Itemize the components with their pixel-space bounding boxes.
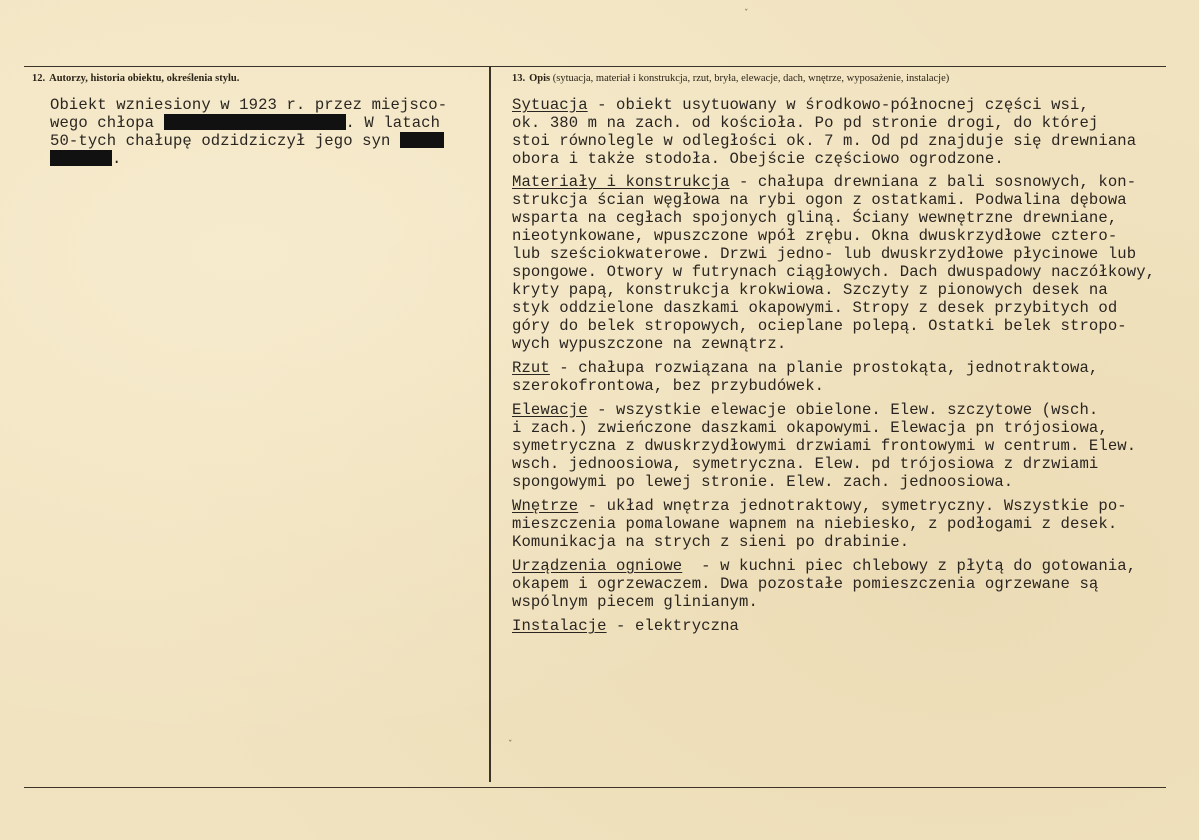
text-run: Obiekt wzniesiony w 1923 r. przez miejsco- bbox=[50, 96, 448, 114]
paper-mark: ˇ bbox=[744, 9, 749, 19]
section-number: 13. bbox=[512, 73, 526, 84]
section-12-header bbox=[32, 73, 239, 84]
text-run: - elektryczna bbox=[606, 617, 739, 635]
text-line: okapem i ogrzewaczem. Dwa pozostałe pomieszczenia ogrzewane są bbox=[512, 575, 1099, 593]
description-section bbox=[512, 557, 1155, 611]
text-run: - obiekt usytuowany w środkowo-północnej części wsi, bbox=[587, 96, 1089, 114]
text-line: styk oddzielone daszkami okapowymi. Stropy z desek przybitych od bbox=[512, 299, 1118, 317]
text-line bbox=[512, 401, 1155, 419]
section-13-header bbox=[512, 73, 949, 84]
text-line: wspólnym piecem glinianym. bbox=[512, 593, 758, 611]
description-section bbox=[512, 96, 1155, 168]
section-title: Opis bbox=[529, 73, 551, 84]
section-heading: Elewacje bbox=[512, 401, 588, 419]
text-line: góry do belek stropowych, ocieplane polepą. Ostatki belek stropo- bbox=[512, 317, 1127, 335]
text-line: nieotynkowane, wpuszczone wpół zrębu. Okna dwuskrzydłowe cztero- bbox=[512, 227, 1118, 245]
redaction-bar bbox=[50, 150, 112, 166]
text-line bbox=[512, 497, 1155, 515]
description-section bbox=[512, 359, 1155, 395]
text-line: strukcja ścian węgłowa na rybi ogon z ostatkami. Podwalina dębowa bbox=[512, 191, 1127, 209]
section-number: 12. bbox=[32, 73, 46, 84]
text-line: lub sześciokwaterowe. Drzwi jedno- lub dwuskrzydłowe płycinowe lub bbox=[512, 245, 1137, 263]
text-line bbox=[50, 150, 447, 168]
text-line bbox=[512, 617, 1155, 635]
text-line bbox=[50, 114, 447, 132]
text-line: kryty papą, konstrukcja krokwiowa. Szczyty z pionowych desek na bbox=[512, 281, 1108, 299]
text-line: obora i także stodoła. Obejście częściowo ogrodzone. bbox=[512, 150, 1004, 168]
text-run: - chałupa rozwiązana na planie prostokąta, jednotraktowa, bbox=[549, 359, 1099, 377]
redaction-bar bbox=[400, 132, 444, 148]
section-title: Autorzy, historia obiektu, określenia stylu. bbox=[49, 73, 240, 84]
text-run: - układ wnętrza jednotraktowy, symetryczny. Wszystkie po- bbox=[578, 497, 1127, 515]
section-heading: Rzut bbox=[512, 359, 550, 377]
text-line bbox=[512, 173, 1155, 191]
text-line bbox=[50, 132, 447, 150]
column-divider bbox=[489, 66, 491, 782]
text-run: . bbox=[112, 150, 122, 168]
text-line: i zach.) zwieńczone daszkami okapowymi. Elewacja pn trójosiowa, bbox=[512, 419, 1108, 437]
section-heading: Sytuacja bbox=[512, 96, 588, 114]
paper-mark: ˇ bbox=[508, 740, 513, 750]
history-text bbox=[50, 96, 447, 168]
text-run: - w kuchni piec chlebowy z płytą do gotowania, bbox=[682, 557, 1137, 575]
section-heading: Instalacje bbox=[512, 617, 607, 635]
text-line: wsparta na cegłach spojonych gliną. Ściany wewnętrzne drewniane, bbox=[512, 209, 1118, 227]
description-section bbox=[512, 173, 1155, 353]
text-run: - chałupa drewniana z bali sosnowych, kon- bbox=[729, 173, 1137, 191]
text-line: symetryczna z dwuskrzydłowymi drzwiami frontowymi w centrum. Elew. bbox=[512, 437, 1137, 455]
text-line: mieszczenia pomalowane wapnem na niebiesko, z podłogami z desek. bbox=[512, 515, 1118, 533]
text-line: wsch. jednoosiowa, symetryczna. Elew. pd trójosiowa z drzwiami bbox=[512, 455, 1099, 473]
description-section bbox=[512, 497, 1155, 551]
text-line: Komunikacja na strych z sieni po drabinie. bbox=[512, 533, 910, 551]
description-section bbox=[512, 617, 1155, 635]
text-run: 50-tych chałupę odzidziczył jego syn bbox=[50, 132, 400, 150]
text-line: stoi równolegle w odległości ok. 7 m. Od pd znajduje się drewniana bbox=[512, 132, 1137, 150]
text-line: spongowymi po lewej stronie. Elew. zach. jednoosiowa. bbox=[512, 473, 1014, 491]
text-line bbox=[512, 359, 1155, 377]
text-run: - wszystkie elewacje obielone. Elew. szczytowe (wsch. bbox=[587, 401, 1099, 419]
top-rule bbox=[24, 66, 1166, 67]
text-line bbox=[512, 557, 1155, 575]
section-heading: Wnętrze bbox=[512, 497, 579, 515]
text-line: wych wypuszczone na zewnątrz. bbox=[512, 335, 787, 353]
text-run: wego chłopa bbox=[50, 114, 164, 132]
text-line: szerokofrontowa, bez przybudówek. bbox=[512, 377, 825, 395]
text-line bbox=[50, 96, 447, 114]
bottom-rule bbox=[24, 787, 1166, 788]
text-line: spongowe. Otwory w futrynach ciągłowych. Dach dwuspadowy naczółkowy, bbox=[512, 263, 1156, 281]
text-line: ok. 380 m na zach. od kościoła. Po pd stronie drogi, do której bbox=[512, 114, 1099, 132]
text-line bbox=[512, 96, 1155, 114]
section-subtitle: (sytuacja, materiał i konstrukcja, rzut, bryła, elewacje, dach, wnętrze, wyposażenie, instalacje) bbox=[552, 73, 950, 84]
description-text bbox=[512, 96, 1155, 641]
text-run: . W latach bbox=[345, 114, 441, 132]
section-heading: Materiały i konstrukcja bbox=[512, 173, 730, 191]
section-heading: Urządzenia ogniowe bbox=[512, 557, 683, 575]
description-section bbox=[512, 401, 1155, 491]
redaction-bar bbox=[164, 114, 346, 130]
